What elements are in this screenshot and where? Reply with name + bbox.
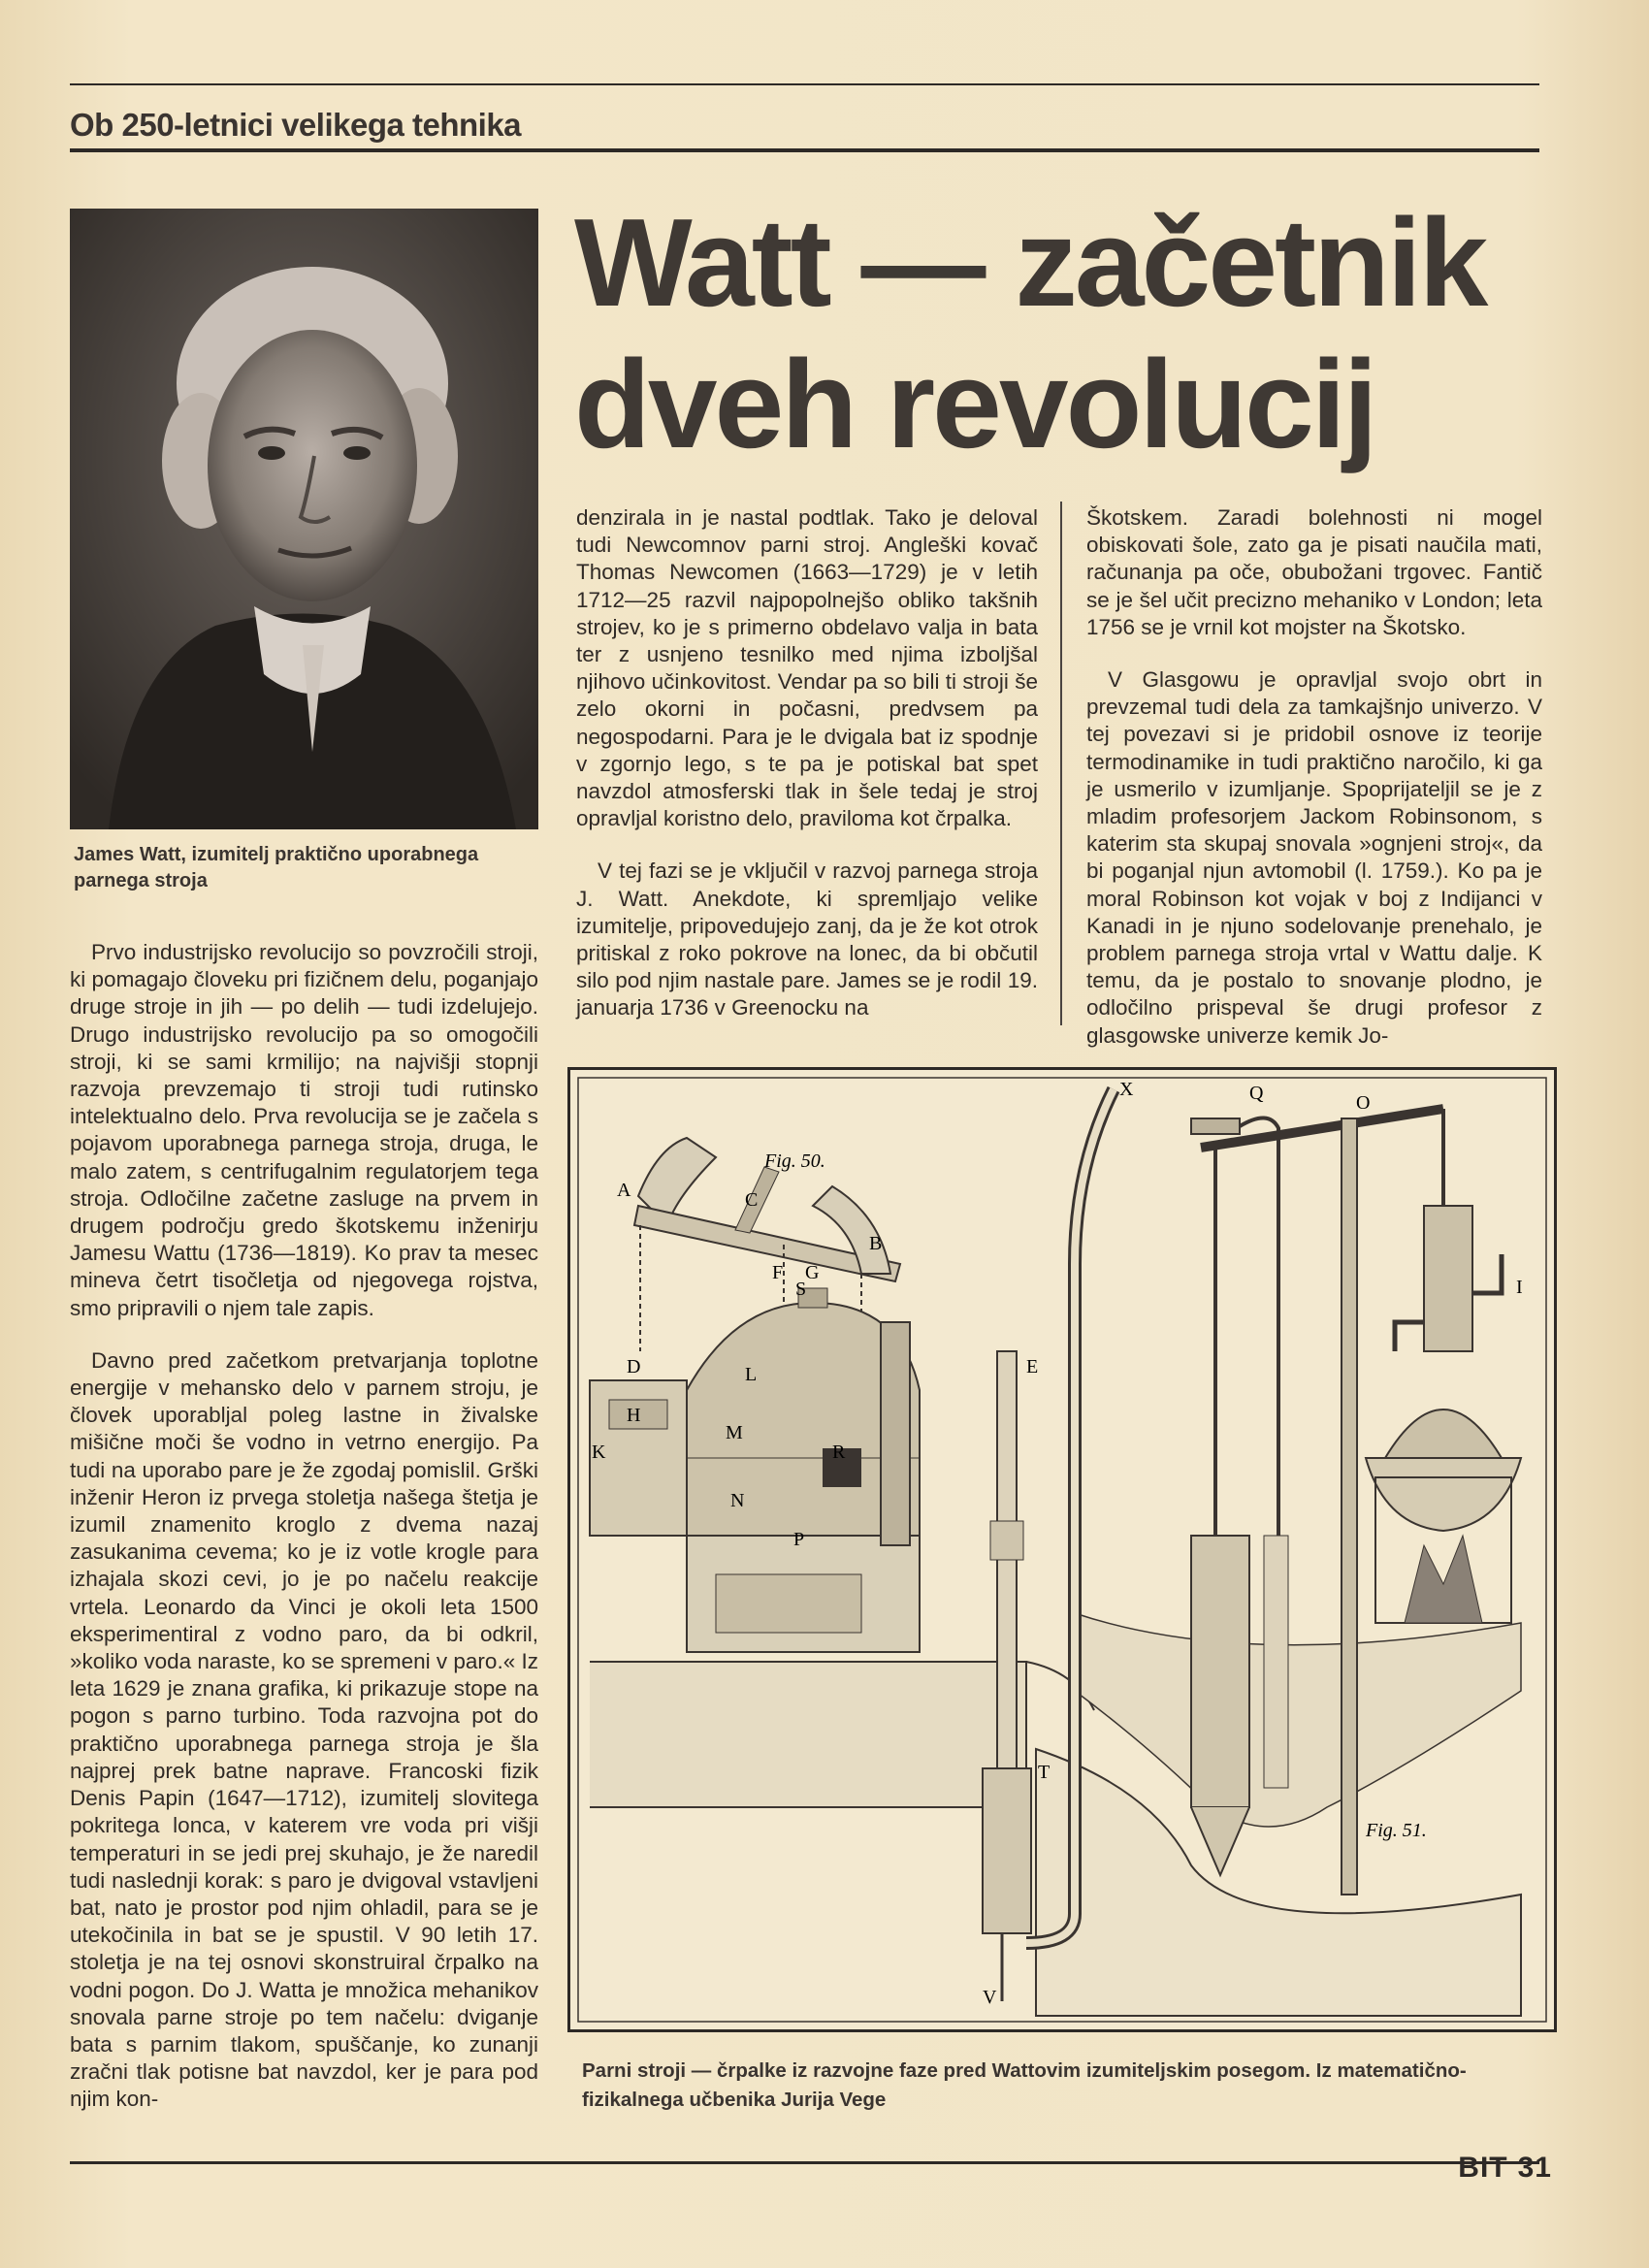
column-divider (1060, 502, 1062, 1025)
fig-letter-Q: Q (1249, 1083, 1264, 1104)
paragraph: V tej fazi se je vključil v razvoj parnega stroja J. Watt. Anekdote, ki spremljajo velike izumitelje, pripovedujejo zanj, da je že kot otrok pritiskal z roko pokrove na lonec, da bi občutil silo pod njim nastale pare. James se je rodil 19. januarja 1736 v Greenocku na (576, 859, 1038, 1021)
headline-line-2: dveh revolucij (574, 335, 1375, 474)
fig-letter-E: E (1026, 1356, 1039, 1377)
magazine-name: BIT (1458, 2152, 1508, 2184)
article-column-2 (576, 504, 1038, 1048)
fig-51-label: Fig. 51. (1366, 1820, 1427, 1841)
fig-letter-G: G (805, 1262, 820, 1283)
fig-letter-L: L (745, 1364, 758, 1385)
page-number: 31 (1517, 2152, 1552, 2184)
paragraph: Davno pred začetkom pretvarjanja toplotne energije v mehansko delo v parnem stroju, je človek uporabljal poleg lastne in živalske mišične moči še vodno in vetrno energijo. Pa tudi na uporabo pare je že zgodaj pomislil. Grški inženir Heron iz prvega stoletja našega štetja je izumil znamenito kroglo z dvema nazaj zasukanima cevema; ko je iz votle krogle para izhajala skozi cevi, jo je po načelu reakcije vrtela. Leonardo da Vinci je okoli leta 1500 eksperimentiral z vodno paro, da bi odkril, »koliko voda naraste, ko se spremeni v paro.« Iz leta 1629 je znana grafika, ki prikazuje stope na pogon s parno turbino. Toda razvojna pot do praktično uporabnega parnega stroja je šla najprej prek batne naprave. Francoski fizik Denis Papin (1647—1712), izumitelj slovitega pokritega lonca, v katerem vre voda pri višji temperaturi in se jedi prej skuhajo, je že naredil tudi naslednji korak: s paro je dvigoval vstavljeni bat, nato je prostor pod njim ohladil, para se je utekočinila in bat se je spustil. V 90 letih 17. stoletja je na tej osnovi skonstruiral črpalko na vodni pogon. Do J. Watta je množica mehanikov snovala parne stroje po tem načelu: dviganje bata s parnim tlakom, spuščanje, ko zunanji zračni tlak potisne bat navzdol, ker je para pod njim kon- (70, 1347, 538, 2112)
portrait-caption: James Watt, izumitelj praktično uporabnega parnega stroja (74, 844, 479, 891)
james-watt-portrait (70, 209, 538, 829)
headline-line-1: Watt — začetnik (574, 193, 1486, 333)
fig-letter-H: H (627, 1405, 641, 1426)
fig-letter-S: S (795, 1279, 807, 1300)
paragraph: Škotskem. Zaradi bolehnosti ni mogel obiskovati šole, zato ga je pisati naučila mati, računanja pa oče, obubožani trgovec. Fantič se je šel učit precizno mehaniko v London; leta 1756 se je vrnil kot mojster na Škotsko. (1086, 505, 1542, 639)
fig-letter-B: B (869, 1233, 883, 1254)
fig-letter-M: M (726, 1422, 743, 1443)
headline (574, 192, 1554, 475)
fig-letter-I: I (1516, 1277, 1523, 1298)
paragraph: V Glasgowu je opravljal svojo obrt in prevzemal tudi dela za tamkajšnjo univerzo. V tej povezavi si je pridobil osnove iz teorije termodinamike in tudi praktično naročilo, ki ga je usmerilo v izumljanje. Spoprijateljil se je z mladim profesorjem Jackom Robinsonom, s katerim sta skupaj snovala »ognjeni stroj«, da bi poganjal njun avtomobil (l. 1759.). Ko pa je moral Robinson kot vojak v boj z Indijanci v Kanadi in je njuno sodelovanje prenehalo, je problem parnega stroja vrtal v Wattu dalje. K temu, da je postalo to snovanje plodno, je odločilno prispeval še drugi profesor z glasgowske univerze kemik Jo- (1086, 667, 1542, 1048)
paragraph: denzirala in je nastal podtlak. Tako je deloval tudi Newcomnov parni stroj. Angleški kovač Thomas Newcomen (1663—1729) je v letih 1712—25 razvil najpopolnejšo obliko takšnih strojev, ko je s primerno obdelavo valja in bata ter z usnjeno tesnilko med njima izboljšal njihovo učinkovitost. Vendar pa so bili ti stroji še zelo okorni in počasni, predvsem pa negospodarni. Para je le dvigala bat iz spodnje v zgornjo lego, s te pa je potiskal bat spet navzdol atmosferski tlak in šele tedaj je stroj opravljal koristno delo, praviloma kot črpalka. (576, 505, 1038, 831)
section-kicker: Ob 250-letnici velikega tehnika (70, 107, 522, 143)
fig-letter-N: N (730, 1490, 745, 1511)
kicker-rule (70, 148, 1539, 152)
fig-letter-D: D (627, 1356, 641, 1377)
fig-letter-V: V (983, 1987, 997, 2008)
fig-letter-K: K (592, 1442, 606, 1463)
fig-letter-X: X (1119, 1079, 1134, 1100)
fig-letter-C: C (745, 1189, 759, 1211)
fig-letter-R: R (832, 1442, 846, 1463)
bottom-rule (70, 2161, 1539, 2164)
fig-letter-O: O (1356, 1092, 1371, 1114)
figure-caption: Parni stroji — črpalke iz razvojne faze pred Wattovim izumiteljskim posegom. Iz matematično-fizikalnega učbenika Jurija Vege (582, 2059, 1467, 2111)
page-footer (1458, 2152, 1552, 2185)
paragraph: Prvo industrijsko revolucijo so povzročili stroji, ki pomagajo človeku pri fizičnem delu, poganjajo druge stroje in jih — po delih — tudi izdelujejo. Drugo industrijsko revolucijo pa so omogočili stroji, ki se sami krmilijo; na najvišji stopnji razvoja prevzemajo ti stroji tudi rutinsko intelektualno delo. Prva revolucija se je začela s pojavom uporabnega parnega stroja, druga, le malo zatem, s centrifugalnim regulatorjem tega stroja. Odločilne začetne zasluge na prvem in drugem področju gredo škotskemu inženirju Jamesu Wattu (1736—1819). Ko prav ta mesec mineva četrt tisočletja od njegovega rojstva, smo pripravili o njem tale zapis. (70, 940, 538, 1320)
fig-letter-A: A (617, 1180, 631, 1201)
steam-engine-illustration (567, 1067, 1557, 2032)
article-column-1 (70, 939, 538, 2139)
fig-letter-P: P (793, 1529, 805, 1550)
fig-50-label: Fig. 50. (764, 1150, 825, 1172)
engraving-svg (570, 1070, 1554, 2029)
article-column-3 (1086, 504, 1542, 1075)
fig-letter-T: T (1038, 1762, 1051, 1783)
top-rule (70, 83, 1539, 85)
portrait-photo (70, 209, 538, 829)
fig-letter-F: F (772, 1262, 784, 1283)
